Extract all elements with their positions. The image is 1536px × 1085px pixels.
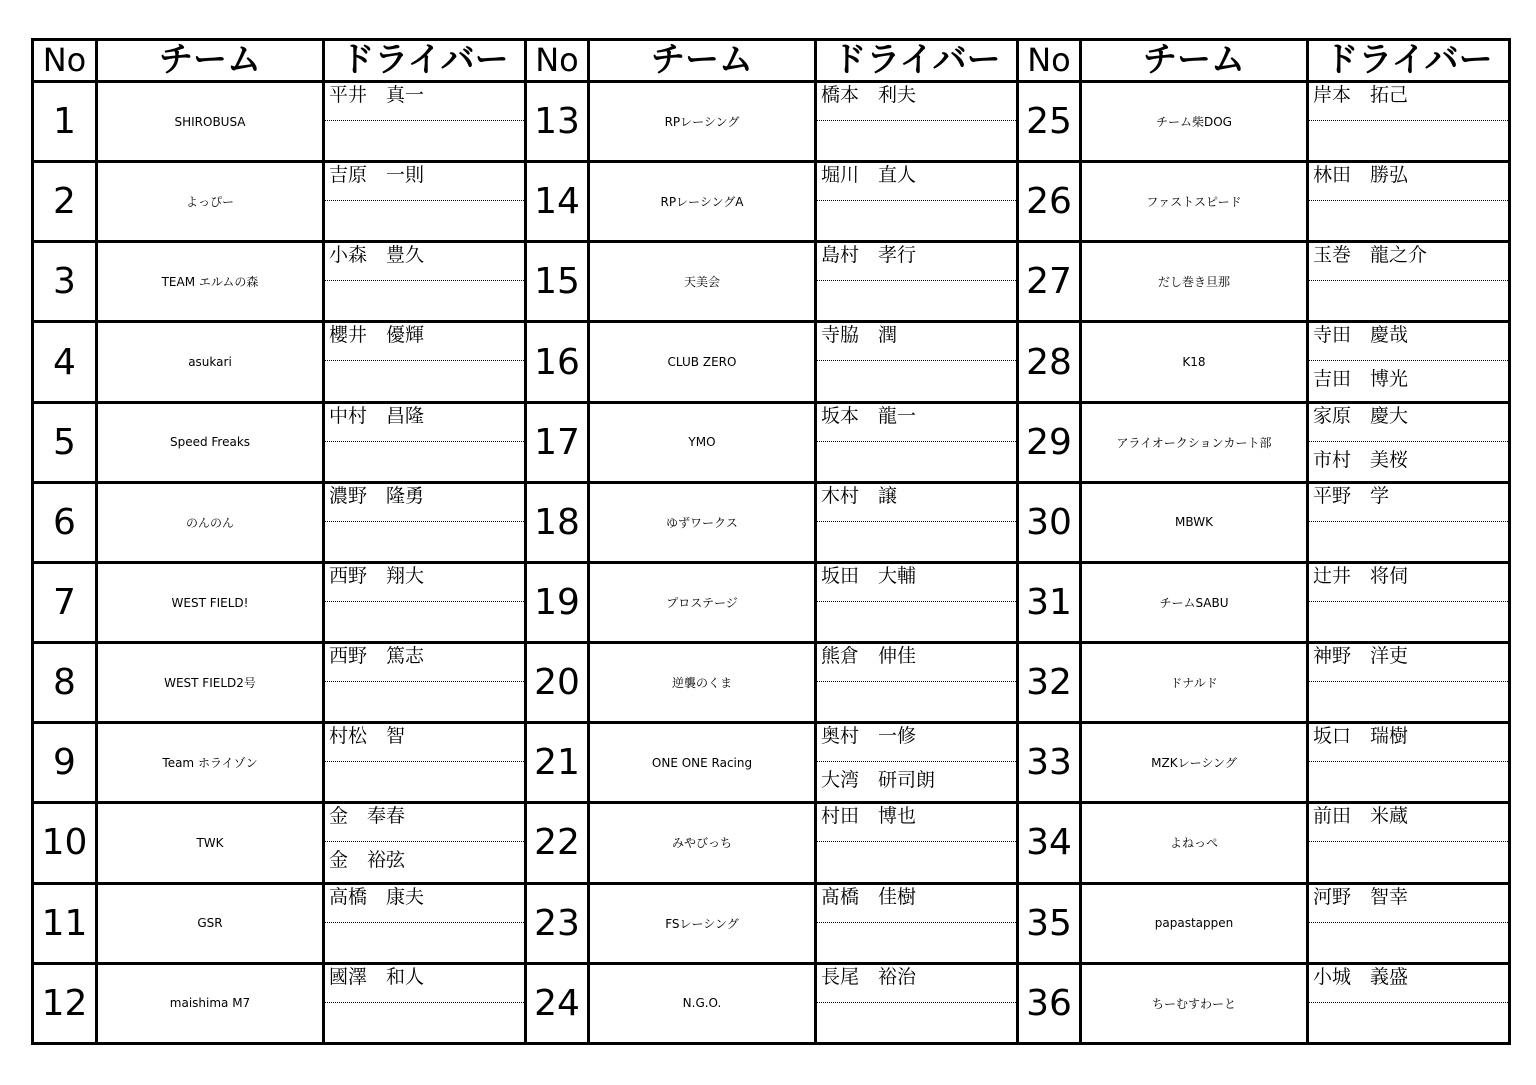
driver-cell: [816, 242, 1018, 322]
header-row: [33, 40, 1510, 82]
entry-number: 25: [1018, 82, 1081, 162]
table-row: [33, 803, 1510, 883]
driver-cell: [816, 963, 1018, 1043]
driver-2: [817, 682, 1016, 720]
entry-number: 11: [33, 883, 97, 963]
team-name: GSR: [97, 883, 324, 963]
entry-number: 9: [33, 723, 97, 803]
driver-1: 家原 慶大: [1309, 404, 1508, 442]
driver-2: 吉田 博光: [1313, 368, 1409, 391]
driver-2: [1309, 121, 1508, 159]
driver-cell: [1308, 643, 1510, 723]
driver-2: [325, 923, 524, 961]
entry-number: 16: [526, 322, 589, 402]
entry-number: 22: [526, 803, 589, 883]
team-name: チーム柴DOG: [1081, 82, 1308, 162]
driver-2: [1309, 842, 1508, 880]
team-name: ドナルド: [1081, 643, 1308, 723]
header-team: チーム: [1081, 40, 1308, 82]
driver-1: 吉原 一則: [325, 163, 524, 201]
driver-cell: [1308, 242, 1510, 322]
driver-2: [817, 602, 1016, 640]
team-name: ONE ONE Racing: [589, 723, 816, 803]
header-team: チーム: [97, 40, 324, 82]
entry-number: 32: [1018, 643, 1081, 723]
entry-number: 26: [1018, 162, 1081, 242]
team-name: K18: [1081, 322, 1308, 402]
driver-2: [325, 281, 524, 319]
team-roster-table: [31, 38, 1511, 1045]
driver-1: 櫻井 優輝: [325, 323, 524, 361]
driver-1: 髙橋 佳樹: [817, 885, 1016, 923]
team-name: MZKレーシング: [1081, 723, 1308, 803]
entry-number: 17: [526, 402, 589, 482]
driver-1: 濃野 隆勇: [325, 484, 524, 522]
entry-number: 14: [526, 162, 589, 242]
driver-1: 平井 真一: [325, 83, 524, 121]
driver-cell: [816, 162, 1018, 242]
driver-1: 小城 義盛: [1309, 965, 1508, 1003]
driver-cell: [324, 402, 526, 482]
entry-number: 20: [526, 643, 589, 723]
driver-1: 村松 智: [325, 724, 524, 762]
entry-number: 3: [33, 242, 97, 322]
driver-1: 平野 学: [1309, 484, 1508, 522]
header-no: No: [526, 40, 589, 82]
table-row: [33, 963, 1510, 1043]
team-name: RPレーシング: [589, 82, 816, 162]
driver-2: [817, 201, 1016, 239]
driver-1: 坂本 龍一: [817, 404, 1016, 442]
header-driver: ドライバー: [324, 40, 526, 82]
team-name: TWK: [97, 803, 324, 883]
team-name: のんのん: [97, 482, 324, 562]
driver-2: 金 裕弦: [329, 849, 406, 872]
team-name: みやびっち: [589, 803, 816, 883]
team-name: だし巻き旦那: [1081, 242, 1308, 322]
team-name: ファストスピード: [1081, 162, 1308, 242]
team-name: プロステージ: [589, 562, 816, 642]
team-name: WEST FIELD2号: [97, 643, 324, 723]
driver-cell: [816, 402, 1018, 482]
driver-1: 辻井 将伺: [1309, 564, 1508, 602]
header-no: No: [33, 40, 97, 82]
entry-number: 4: [33, 322, 97, 402]
driver-1: 高橋 康夫: [325, 885, 524, 923]
driver-1: 坂口 瑞樹: [1309, 724, 1508, 762]
driver-2: [325, 361, 524, 399]
driver-1: 中村 昌隆: [325, 404, 524, 442]
driver-cell: [324, 643, 526, 723]
driver-2: [817, 1003, 1016, 1041]
entry-number: 10: [33, 803, 97, 883]
entry-number: 34: [1018, 803, 1081, 883]
team-name: MBWK: [1081, 482, 1308, 562]
team-name: RPレーシングA: [589, 162, 816, 242]
driver-2: [1309, 762, 1508, 800]
header-no: No: [1018, 40, 1081, 82]
driver-1: 西野 篤志: [325, 644, 524, 682]
driver-1: 寺脇 潤: [817, 323, 1016, 361]
driver-cell: [324, 82, 526, 162]
team-name: 天美会: [589, 242, 816, 322]
driver-cell: [1308, 322, 1510, 402]
driver-cell: [324, 723, 526, 803]
entry-number: 2: [33, 162, 97, 242]
driver-cell: [324, 562, 526, 642]
table-row: [33, 82, 1510, 162]
entry-number: 19: [526, 562, 589, 642]
driver-1: 坂田 大輔: [817, 564, 1016, 602]
entry-number: 30: [1018, 482, 1081, 562]
team-name: papastappen: [1081, 883, 1308, 963]
team-name: CLUB ZERO: [589, 322, 816, 402]
driver-1: 長尾 裕治: [817, 965, 1016, 1003]
entry-number: 21: [526, 723, 589, 803]
driver-2: [817, 121, 1016, 159]
driver-2: [325, 602, 524, 640]
driver-2: [325, 682, 524, 720]
driver-1: 岸本 拓己: [1309, 83, 1508, 121]
entry-number: 18: [526, 482, 589, 562]
driver-cell: [816, 562, 1018, 642]
entry-number: 33: [1018, 723, 1081, 803]
table-row: [33, 482, 1510, 562]
entry-number: 15: [526, 242, 589, 322]
driver-cell: [816, 803, 1018, 883]
table-row: [33, 723, 1510, 803]
table-row: [33, 562, 1510, 642]
driver-cell: [324, 482, 526, 562]
driver-1: 西野 翔大: [325, 564, 524, 602]
driver-cell: [1308, 402, 1510, 482]
entry-number: 12: [33, 963, 97, 1043]
driver-cell: [816, 723, 1018, 803]
driver-cell: [1308, 883, 1510, 963]
driver-1: 島村 孝行: [817, 243, 1016, 281]
driver-cell: [324, 963, 526, 1043]
driver-2: [325, 1003, 524, 1041]
driver-2: [817, 923, 1016, 961]
driver-2: [817, 361, 1016, 399]
header-team: チーム: [589, 40, 816, 82]
entry-number: 6: [33, 482, 97, 562]
driver-1: 村田 博也: [817, 804, 1016, 842]
entry-number: 5: [33, 402, 97, 482]
driver-cell: [1308, 82, 1510, 162]
entry-number: 24: [526, 963, 589, 1043]
driver-cell: [1308, 482, 1510, 562]
driver-2: [1309, 682, 1508, 720]
driver-2: [817, 522, 1016, 560]
entry-number: 28: [1018, 322, 1081, 402]
table-row: [33, 883, 1510, 963]
driver-cell: [816, 482, 1018, 562]
driver-cell: [1308, 162, 1510, 242]
driver-2: 市村 美桜: [1313, 448, 1409, 471]
header-driver: ドライバー: [816, 40, 1018, 82]
driver-2: [1309, 281, 1508, 319]
driver-1: 橋本 利夫: [817, 83, 1016, 121]
team-name: TEAM エルムの森: [97, 242, 324, 322]
team-name: Speed Freaks: [97, 402, 324, 482]
entry-number: 7: [33, 562, 97, 642]
team-name: 逆襲のくま: [589, 643, 816, 723]
driver-1: 神野 洋吏: [1309, 644, 1508, 682]
driver-cell: [1308, 562, 1510, 642]
team-name: ゆずワークス: [589, 482, 816, 562]
table-row: [33, 322, 1510, 402]
driver-2: [1309, 602, 1508, 640]
driver-2: [325, 121, 524, 159]
driver-2: [1309, 201, 1508, 239]
entry-number: 27: [1018, 242, 1081, 322]
driver-1: 小森 豊久: [325, 243, 524, 281]
driver-2: [325, 201, 524, 239]
driver-2: [325, 442, 524, 480]
entry-number: 13: [526, 82, 589, 162]
driver-cell: [1308, 723, 1510, 803]
driver-cell: [324, 883, 526, 963]
driver-cell: [324, 162, 526, 242]
header-driver: ドライバー: [1308, 40, 1510, 82]
team-name: チームSABU: [1081, 562, 1308, 642]
table-row: [33, 643, 1510, 723]
driver-1: 林田 勝弘: [1309, 163, 1508, 201]
driver-1: 國澤 和人: [325, 965, 524, 1003]
table-row: [33, 402, 1510, 482]
driver-cell: [324, 803, 526, 883]
driver-cell: [1308, 963, 1510, 1043]
driver-1: 木村 譲: [817, 484, 1016, 522]
driver-2: [1309, 923, 1508, 961]
driver-1: 前田 米蔵: [1309, 804, 1508, 842]
team-name: SHIROBUSA: [97, 82, 324, 162]
driver-2: 大湾 研司朗: [821, 769, 936, 792]
team-name: WEST FIELD!: [97, 562, 324, 642]
driver-1: 寺田 慶哉: [1309, 323, 1508, 361]
driver-1: 堀川 直人: [817, 163, 1016, 201]
team-name: よっぴー: [97, 162, 324, 242]
driver-2: [817, 442, 1016, 480]
driver-2: [1309, 522, 1508, 560]
driver-2: [817, 842, 1016, 880]
driver-1: 奥村 一修: [817, 724, 1016, 762]
team-name: アライオークションカート部: [1081, 402, 1308, 482]
driver-2: [325, 762, 524, 800]
driver-1: 河野 智幸: [1309, 885, 1508, 923]
driver-cell: [1308, 803, 1510, 883]
team-name: FSレーシング: [589, 883, 816, 963]
entry-number: 8: [33, 643, 97, 723]
entry-number: 29: [1018, 402, 1081, 482]
driver-2: [1309, 1003, 1508, 1041]
driver-cell: [324, 322, 526, 402]
team-name: Team ホライゾン: [97, 723, 324, 803]
entry-number: 1: [33, 82, 97, 162]
team-name: N.G.O.: [589, 963, 816, 1043]
entry-number: 35: [1018, 883, 1081, 963]
driver-cell: [816, 643, 1018, 723]
driver-1: 金 奉春: [325, 804, 524, 842]
table-row: [33, 242, 1510, 322]
driver-cell: [324, 242, 526, 322]
team-name: よねっぺ: [1081, 803, 1308, 883]
driver-cell: [816, 322, 1018, 402]
driver-1: 熊倉 伸佳: [817, 644, 1016, 682]
table-row: [33, 162, 1510, 242]
team-name: ちーむすわーと: [1081, 963, 1308, 1043]
driver-cell: [816, 82, 1018, 162]
driver-2: [325, 522, 524, 560]
driver-1: 玉巻 龍之介: [1309, 243, 1508, 281]
team-name: YMO: [589, 402, 816, 482]
team-name: asukari: [97, 322, 324, 402]
driver-cell: [816, 883, 1018, 963]
entry-number: 23: [526, 883, 589, 963]
driver-2: [817, 281, 1016, 319]
entry-number: 36: [1018, 963, 1081, 1043]
team-name: maishima M7: [97, 963, 324, 1043]
entry-number: 31: [1018, 562, 1081, 642]
